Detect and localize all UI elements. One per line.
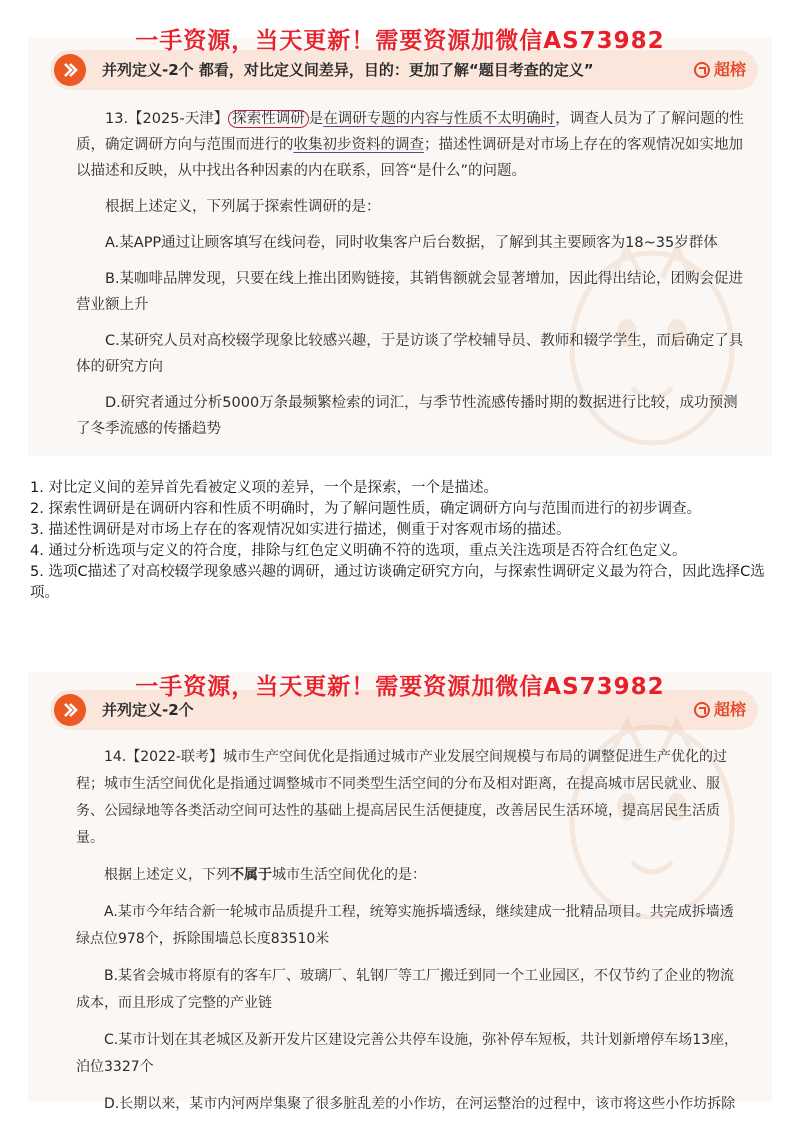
brand-name: 超榕: [713, 700, 746, 719]
question-card-14: [28, 672, 772, 1112]
question-number: 13.【2025-天津】: [105, 111, 229, 127]
underlined-text: 收集初步资料的调查: [293, 137, 424, 153]
option-b[interactable]: B.某咖啡品牌发现，只要在线上推出团购链接，其销售额就会显著增加，因此得出结论，团购会促进营业额上升: [76, 271, 744, 313]
prompt-text: 根据上述定义，下列: [104, 867, 230, 883]
question-body: [76, 744, 746, 1128]
analysis-item: 3. 描述性调研是对市场上存在的客观情况如实进行描述，侧重于对客观市场的描述。: [30, 522, 571, 538]
analysis-item: 4. 通过分析选项与定义的符合度，排除与红色定义明确不符的选项，重点关注选项是否符合红色定义。: [30, 543, 687, 559]
brand-icon: [694, 62, 710, 78]
brand-name: 超榕: [713, 60, 746, 79]
watermark-text: 一手资源，当天更新！需要资源加微信AS73982: [135, 674, 665, 700]
option-d[interactable]: D.研究者通过分析5000万条最频繁检索的词汇，与季节性流感传播时期的数据进行比较，成功预测了冬季流感的传播趋势: [76, 395, 738, 437]
defined-term: 探索性调研: [228, 110, 309, 128]
section-title: 并列定义-2个: [102, 701, 194, 719]
watermark-text: 一手资源，当天更新！需要资源加微信AS73982: [135, 28, 665, 54]
underlined-text: 在调研专题的内容与性质不太明确时: [323, 111, 556, 127]
question-stem: [76, 106, 746, 184]
option-c[interactable]: C.某研究人员对高校辍学现象比较感兴趣，于是访谈了学校辅导员、教师和辍学学生，而后确定了具体的研究方向: [76, 333, 744, 375]
question-prompt: 根据上述定义，下列属于探索性调研的是：: [105, 199, 381, 215]
stem-text: ；描述性调研是对市场上存在的客观情况如实地加以描述和反映，从中找出各种因素的内在联系，回答“是什么”的问题。: [76, 137, 743, 179]
emphasis-text: 不属于: [230, 867, 272, 883]
analysis-item: 1. 对比定义间的差异首先看被定义项的差异，一个是探索，一个是描述。: [30, 480, 498, 496]
question-stem: 14.【2022-联考】城市生产空间优化是指通过城市产业发展空间规模与布局的调整促进生产优化的过程；城市生活空间优化是指通过调整城市不同类型生活空间的分布及相对距离，在提高城市居民就业、服务、公园绿地等各类活动空间可达性的基础上提高居民生活便捷度，改善居民生活环境，提高居民生活质量。: [76, 749, 727, 846]
question-prompt: [76, 862, 746, 889]
option-c[interactable]: C.某市计划在其老城区及新开发片区建设完善公共停车设施，弥补停车短板，共计划新增停车场13座，泊位3327个: [76, 1032, 739, 1075]
stem-text: ，调查人员为了了解问题的性质，确定调研方向与范围而进行的: [76, 111, 744, 153]
question-body: [76, 106, 746, 452]
question-card-13: [28, 38, 772, 456]
option-d[interactable]: D.长期以来，某市内河两岸集聚了很多脏乱差的小作坊，在河运整治的过程中，该市将这些小作坊拆除: [104, 1096, 736, 1112]
prompt-text: 城市生活空间优化的是：: [272, 867, 426, 883]
analysis-list: [30, 478, 775, 604]
option-a[interactable]: A.某APP通过让顾客填写在线问卷，同时收集客户后台数据，了解到其主要顾客为18~35岁群体: [105, 235, 718, 251]
chevron-right-icon: [54, 54, 86, 86]
brand-logo: [694, 50, 746, 90]
analysis-item: 5. 选项C描述了对高校辍学现象感兴趣的调研，通过访谈确定研究方向，与探索性调研定义最为符合，因此选择C选项。: [30, 564, 765, 601]
option-b[interactable]: B.某省会城市将原有的客车厂、玻璃厂、轧钢厂等工厂搬迁到同一个工业园区，不仅节约了企业的物流成本，而且形成了完整的产业链: [76, 968, 735, 1011]
option-a[interactable]: A.某市今年结合新一轮城市品质提升工程，统筹实施拆墙透绿，继续建成一批精品项目。共完成拆墙透绿点位978个，拆除围墙总长度83510米: [76, 904, 734, 947]
section-header: [50, 50, 758, 90]
stem-text: 是: [308, 111, 324, 127]
section-title: 并列定义-2个 都看，对比定义间差异，目的：更加了解“题目考查的定义”: [102, 61, 594, 79]
analysis-item: 2. 探索性调研是在调研内容和性质不明确时，为了解问题性质，确定调研方向与范围而进行的初步调查。: [30, 501, 701, 517]
